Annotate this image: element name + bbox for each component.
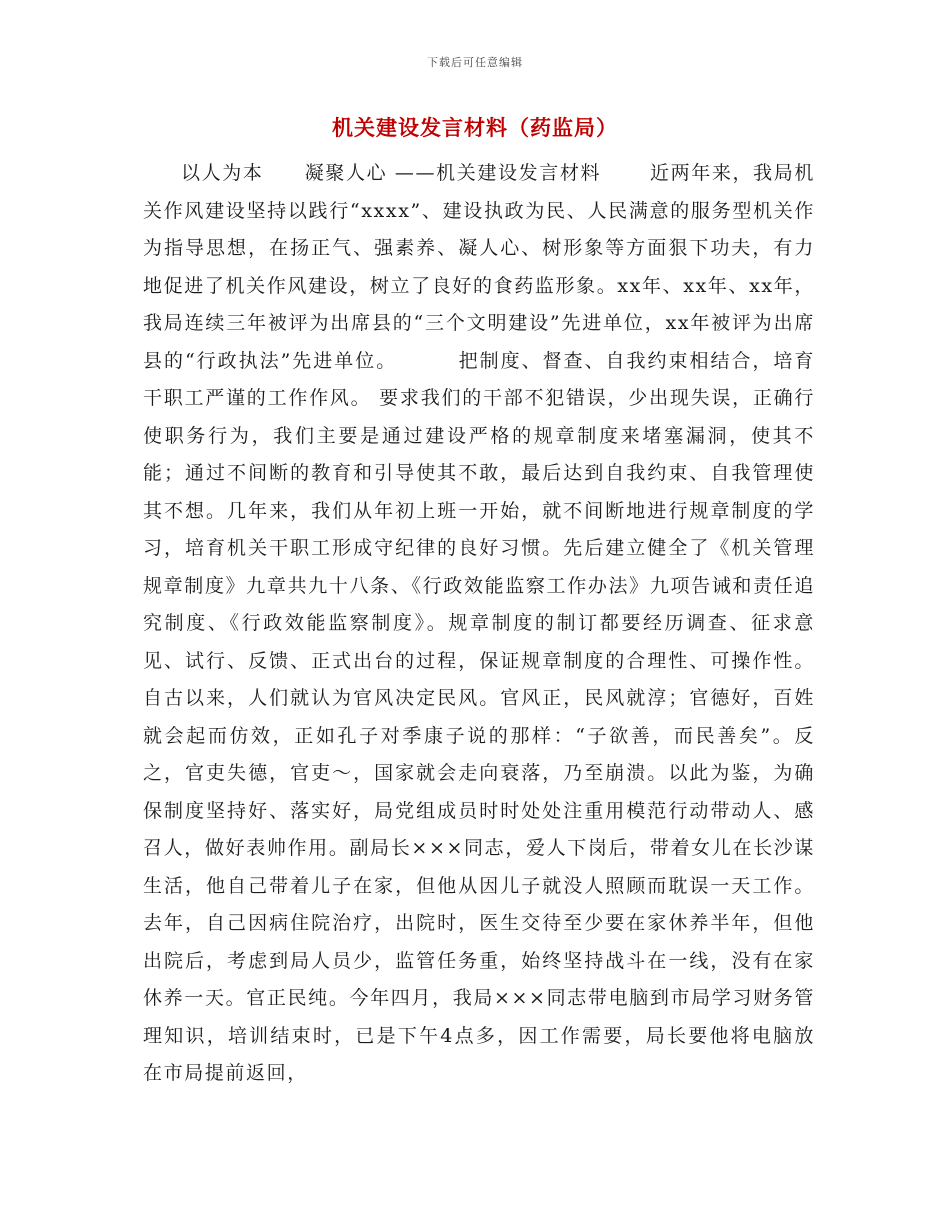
document-body: 以人为本 凝聚人心 ——机关建设发言材料 近两年来，我局机关作风建设坚持以践行“xxxx”、建设执政为民、人民满意的服务型机关作为指导思想，在扬正气、强素养、凝人心、树形象等方面狠下功夫，有力地促进了机关作风建设，树立了良好的食药监形象。xx年、xx年、xx年，我局连续三年被评为出席县的“三个文明建设”先进单位，xx年被评为出席县的“行政执法”先进单位。 把制度、督查、自我约束相结合，培育干职工严谨的工作作风。 要求我们的干部不犯错误，少出现失误，正确行使职务行为，我们主要是通过建设严格的规章制度来堵塞漏洞，使其不能；通过不间断的教育和引导使其不敢，最后达到自我约束、自我管理使其不想。几年来，我们从年初上班一开始，就不间断地进行规章制度的学习，培育机关干职工形成守纪律的良好习惯。先后建立健全了《机关管理规章制度》九章共九十八条、《行政效能监察工作办法》九项告诫和责任追究制度、《行政效能监察制度》。规章制度的制订都要经历调查、征求意见、试行、反馈、正式出台的过程，保证规章制度的合理性、可操作性。自古以来，人们就认为官风决定民风。官风正，民风就淳；官德好，百姓就会起而仿效，正如孔子对季康子说的那样：“子欲善，而民善矣”。反之，官吏失德，官吏～，国家就会走向衰落，乃至崩溃。以此为鉴，为确保制度坚持好、落实好，局党组成员时时处处注重用模范行动带动人、感召人，做好表帅作用。副局长×××同志，爱人下岗后，带着女儿在长沙谋生活，他自己带着儿子在家，但他从因儿子就没人照顾而耽误一天工作。去年，自己因病住院治疗，出院时，医生交待至少要在家休养半年，但他出院后，考虑到局人员少，监管任务重，始终坚持战斗在一线，没有在家休养一天。官正民纯。今年四月，我局×××同志带电脑到市局学习财务管理知识，培训结束时，已是下午4点多，因工作需要，局长要他将电脑放在市局提前返回， [143,162,815,1084]
page-header-note: 下载后可任意编辑 [427,56,523,69]
document-title: 机关建设发言材料（药监局） [332,116,618,140]
